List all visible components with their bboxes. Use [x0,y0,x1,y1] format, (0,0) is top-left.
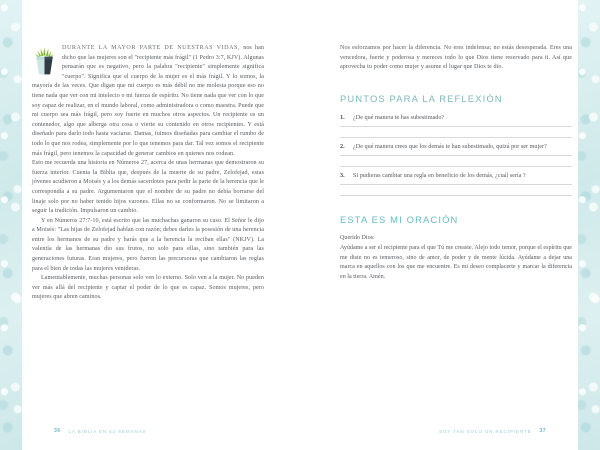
prayer-salutation: Querido Dios: [340,235,375,242]
right-page-folio: 37 [539,428,546,434]
reflection-section-heading: PUNTOS PARA LA REFLEXIÓN [340,92,503,104]
left-page-footer-title: LA BIBLIA EN 52 SEMANAS [68,428,147,434]
reflection-question-item [340,171,572,196]
opening-paragraph [32,44,264,159]
reflection-question-item [340,113,572,138]
reflection-question-item [340,142,572,167]
opening-paragraph-block [32,44,264,159]
question-number: 1. [340,113,345,121]
answer-line[interactable] [340,126,572,127]
right-page-running-footer [439,428,546,434]
question-text: ¿De qué manera te has subestimado? [353,113,445,121]
right-page-text-column [340,44,572,282]
left-page-running-footer [54,428,147,434]
page-edge-left-texture [0,0,22,450]
left-page-folio: 36 [54,428,61,434]
answer-line[interactable] [340,155,572,156]
opening-paragraph-text: nos han dicho que las mujeres son el "recipiente más frágil" (1 Pedro 3:7, KJV). Algunas pensarán que es negativo, pero la palabra "recipiente" simplemente significa "cuerpo". Significa que el cuerpo de la mujer es el más frágil. Y lo somos, la mayoría de las veces. Que digan que mi cuerpo es más débil no me molesta porque eso no tiene nada que ver con mi intelecto o mi fuerza de espíritu. No tiene nada que ver con lo que soy capaz de realizar, en el mundo laboral, como administradora o como maestra. Puede que mi cuerpo sea más frágil, pero soy fuerte en muchos otros aspectos. Un recipiente es un contenedor, algo que alberga otra cosa o vierte su contenido en otros recipientes. Y está diseñado para darlo todo hasta vaciarse. Damas, fuimos diseñadas para cambiar el rumbo de todo lo que nos rodea, simplemente por lo que tenemos para dar. Tal vez somos el recipiente más frágil, pero tenemos la capacidad de generar cambios en quienes nos rodean. [32,45,264,157]
body-paragraph: Y en Números 27:7-10, está escrito que las muchachas ganaron su caso. El Señor le dijo a Moisés: "Las hijas de Zelofejad hablan con razón; debes darles la posesión de una herencia entre los hermanos de su padre y harás que a la herencia la reciban ellas" (NKJV). La valentía de las hermanas dio sus frutos, no solo para ellas, sino también para las generaciones futuras. Eran mujeres, pero fueron las precursoras que cambiaron las reglas para el bien de todas las mujeres venideras. [32,217,264,272]
body-paragraph: Esto me recuerda una historia en Números 27, acerca de unas hermanas que demostraron su fuerza interior. Cuenta la Biblia que, después de la muerte de su padre, Zelofejad, estas jóvenes acudieron a Moisés y a los demás sacerdotes para pedir la parte de la herencia que le correspondía a su padre. Argumentaron que el nombre de su padre no debía borrarse del linaje solo por no haber tenido hijos varones. Ellas no se conformaron. No se limitaron a seguir la tradición. Impulsaron un cambio. [32,160,264,215]
answer-line[interactable] [340,137,572,138]
answer-write-in-lines[interactable] [340,155,572,167]
answer-line[interactable] [340,184,572,185]
question-number: 2. [340,142,345,150]
answer-line[interactable] [340,195,572,196]
reflection-question-list [340,113,572,197]
right-page-footer-title: SOY TAN SOLO UN RECIPIENTE [438,428,532,434]
answer-line[interactable] [340,166,572,167]
prayer-body: Ayúdame a ser el recipiente para el que Tú me creaste. Alejo todo temor, porque el espíritu que me diste no es temeroso, sino de amor, de poder y de mente lúcida. Ayúdame a dejar una marca en aquellos con los que me encuentre. Es mi deseo complacerte y marcar la diferencia en la tierra. Amén. [340,244,572,280]
lead-smallcaps-text: DURANTE LA MAYOR PARTE DE NUESTRAS VIDAS, [62,45,241,51]
prayer-section-heading: ESTA ES MI ORACIÓN [340,214,459,226]
intro-paragraph: Nos esforzamos por hacer la diferencia. No eres indefensa; no estás desesperada. Eres una vencedora, fuerte y poderosa y mereces todo lo que Dios tiene reservado para ti. Así que aprovecha tu poder como mujer y asume el lugar que Dios te dio. [340,45,572,71]
left-page-text-column [32,44,264,303]
question-number: 3. [340,172,345,180]
question-text: ¿De qué manera crees que los demás te han subestimado, quizá por ser mujer? [353,142,547,150]
page-edge-right-texture [578,0,600,450]
right-page [300,0,578,450]
left-page [22,0,300,450]
succulent-plant-in-pot-icon [32,45,57,76]
question-text: Si pudieras cambiar una regla en beneficio de los demás, ¿cuál sería ? [353,172,526,180]
body-paragraph: Lamentablemente, muchas personas solo ven lo externo. Solo ven a la mujer. No pueden ver más allá del recipiente y captar el poder de lo que es capaz. Somos mujeres, pero mujeres que abren caminos. [32,275,264,301]
answer-write-in-lines[interactable] [340,184,572,196]
answer-write-in-lines[interactable] [340,126,572,138]
